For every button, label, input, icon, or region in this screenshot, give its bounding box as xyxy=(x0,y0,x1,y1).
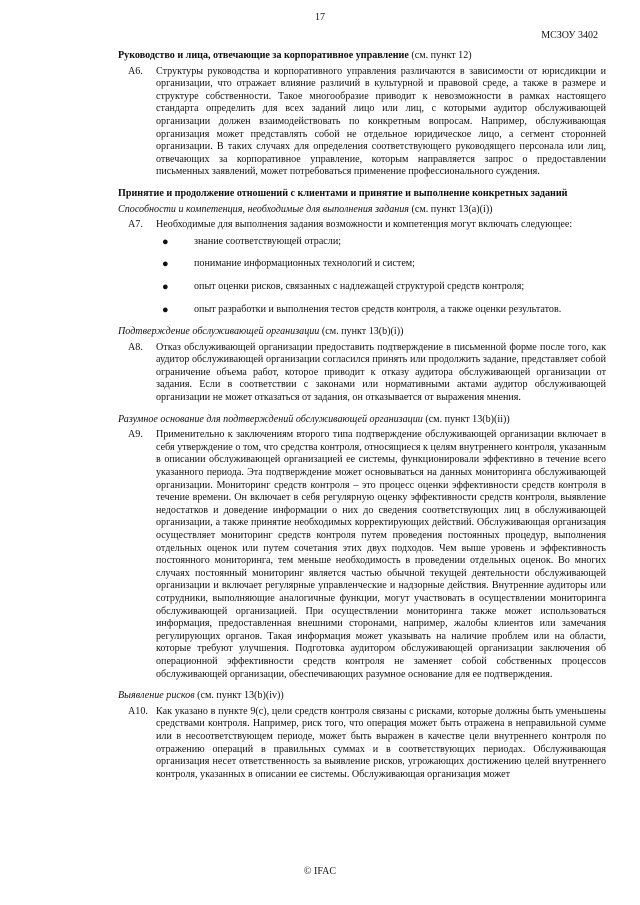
paragraph-text: Структуры руководства и корпоративного управления различаются в зависимости от юрисдикции и организации, что отражает влияние различий в культурной и правовой среде, а также в размере и структуре собственности. Такое многообразие приводит к невозможности в рамках настоящего стандарта определить для всех заданий лицо или лиц, с которыми аудитор обслуживающей организации должен взаимодействовать по конкретным вопросам. Например, обслуживающая организация может представлять собой не отдельное юридическое лицо, а сегмент сторонней организации. В таких случаях для определения соответствующего руководящего персонала или лиц, отвечающих за корпоративное управление, которым направляется запрос о предоставлении письменных заявлений, может потребоваться применение профессионального суждения. xyxy=(156,65,606,178)
page-content xyxy=(118,50,606,790)
paragraph-a10 xyxy=(118,706,606,782)
section-heading-acceptance: Принятие и продолжение отношений с клиентами и принятие и выполнение конкретных заданий xyxy=(118,187,568,199)
document-id: МСЗОУ 3402 xyxy=(541,30,598,41)
list-item-text: опыт разработки и выполнения тестов средств контроля, а также оценки результатов. xyxy=(194,303,562,315)
subsection-heading-confirmation xyxy=(118,326,606,339)
paragraph-a8 xyxy=(118,342,606,405)
page-number: 17 xyxy=(315,12,325,23)
list-item xyxy=(118,258,606,271)
list-item-text: опыт оценки рисков, связанных с надлежащей структурой средств контроля; xyxy=(194,280,525,292)
paragraph-text: Применительно к заключениям второго типа подтверждение обслуживающей организации включает в себя утверждение о том, что средства контроля, относящиеся к целям внутреннего контроля, указанным в описании обслуживающей организацией ее системы, функционировали эффективно в течение всего указанного периода. Эта подтверждение может основываться на данных мониторинга обслуживающей организации. Мониторинг средств контроля – это процесс оценки эффективности средств контроля в течение времени. Он включает в себя регулярную оценку эффективности средств контроля, выявление недостатков и доведение информации о них до сведения соответствующих лиц в обслуживающей организации, а также принятие необходимых корректирующих действий. Обслуживающая организация осуществляет мониторинг средств контроля путем проведения постоянных процедур, выполнения отдельных оценок или путем сочетания этих двух подходов. Чем выше уровень и эффективность постоянного мониторинга, тем меньше необходимость в проведении отдельных оценок. Во многих случаях постоянный мониторинг является частью обычной текущей деятельности обслуживающей организации и включает регулярные управленческие и надзорные действия. Внутренние аудиторы или сотрудники, выполняющие аналогичные функции, могут участвовать в осуществлении мониторинга обслуживающей организацией. При осуществлении мониторинга также может использоваться информация, предоставленная внешними сторонами, например, жалобы клиентов или замечания регулирующих органов. Такая информация может указывать на наличие проблем или на области, которые требуют улучшения. Подготовка аудитором обслуживающей организации заключения об операционной эффективности средств контроля не заменяет собой собственных процессов обслуживающей организации, обеспечивающих разумное основание для ее подтверждения. xyxy=(156,429,606,680)
list-item xyxy=(118,281,606,294)
subsection-ref: (см. пункт 13(b)(ii)) xyxy=(422,413,510,425)
footer-copyright: © IFAC xyxy=(303,866,337,877)
section-ref: (см. пункт 12) xyxy=(408,50,472,61)
paragraph-number: А7. xyxy=(128,219,143,231)
subsection-heading-risks xyxy=(118,690,606,703)
paragraph-number: А10. xyxy=(128,705,148,717)
paragraph-text: Необходимые для выполнения задания возможности и компетенция могут включать следующее: xyxy=(156,219,573,231)
list-item-text: понимание информационных технологий и систем; xyxy=(194,258,415,270)
bullet-icon: ● xyxy=(162,235,169,248)
subsection-ref: (см. пункт 13(b)(i)) xyxy=(319,326,404,338)
subsection-title: Способности и компетенция, необходимые для выполнения задания xyxy=(118,203,409,215)
paragraph-text: Как указано в пункте 9(с), цели средств контроля связаны с рисками, которые должны быть уменьшены средствами контроля. Например, риск того, что операция может быть отражена в неправильной сумме или в несоответствующем периоде, может быть выражен в качестве цели внутреннего контроля по отражению операций в правильных суммах и в соответствующих периодах. Обслуживающая организация несет ответственность за выявление рисков, угрожающих достижению целей внутреннего контроля, указанных в описании ее системы. Обслуживающая организация может xyxy=(156,705,606,780)
section-title: Руководство и лица, отвечающие за корпоративное управление xyxy=(118,50,409,61)
section-heading-governance xyxy=(118,50,606,63)
paragraph-number: А9. xyxy=(128,429,143,441)
competence-list xyxy=(118,236,606,316)
list-item xyxy=(118,236,606,249)
subsection-ref: (см. пункт 13(а)(i)) xyxy=(409,203,493,215)
bullet-icon: ● xyxy=(162,303,169,316)
subsection-title: Подтверждение обслуживающей организации xyxy=(118,326,320,338)
subsection-heading-competence xyxy=(118,204,606,217)
paragraph-text: Отказ обслуживающей организации предоставить подтверждение в письменной форме после того, как аудитор обслуживающей организации согласился принять или продолжить задание, представляет собой ограничение объема работ, которое приводит к отказу аудитора обслуживающей организации от задания. Если в соответствии с законами или нормативными актами аудитор обслуживающей организации не может отказаться от задания, он отказывается от выражения мнения. xyxy=(156,341,606,404)
subsection-ref: (см. пункт 13(b)(iv)) xyxy=(194,690,284,702)
paragraph-a6 xyxy=(118,66,606,179)
subsection-title: Выявление рисков xyxy=(118,690,195,702)
paragraph-a9 xyxy=(118,429,606,681)
subsection-heading-reasonable-basis xyxy=(118,414,606,427)
paragraph-a7 xyxy=(118,219,606,232)
paragraph-number: А6. xyxy=(128,65,143,77)
bullet-icon: ● xyxy=(162,258,169,271)
list-item-text: знание соответствующей отрасли; xyxy=(194,235,342,247)
list-item xyxy=(118,304,606,317)
paragraph-number: А8. xyxy=(128,341,143,353)
bullet-icon: ● xyxy=(162,280,169,293)
subsection-title: Разумное основание для подтверждений обслуживающей организации xyxy=(118,413,423,425)
